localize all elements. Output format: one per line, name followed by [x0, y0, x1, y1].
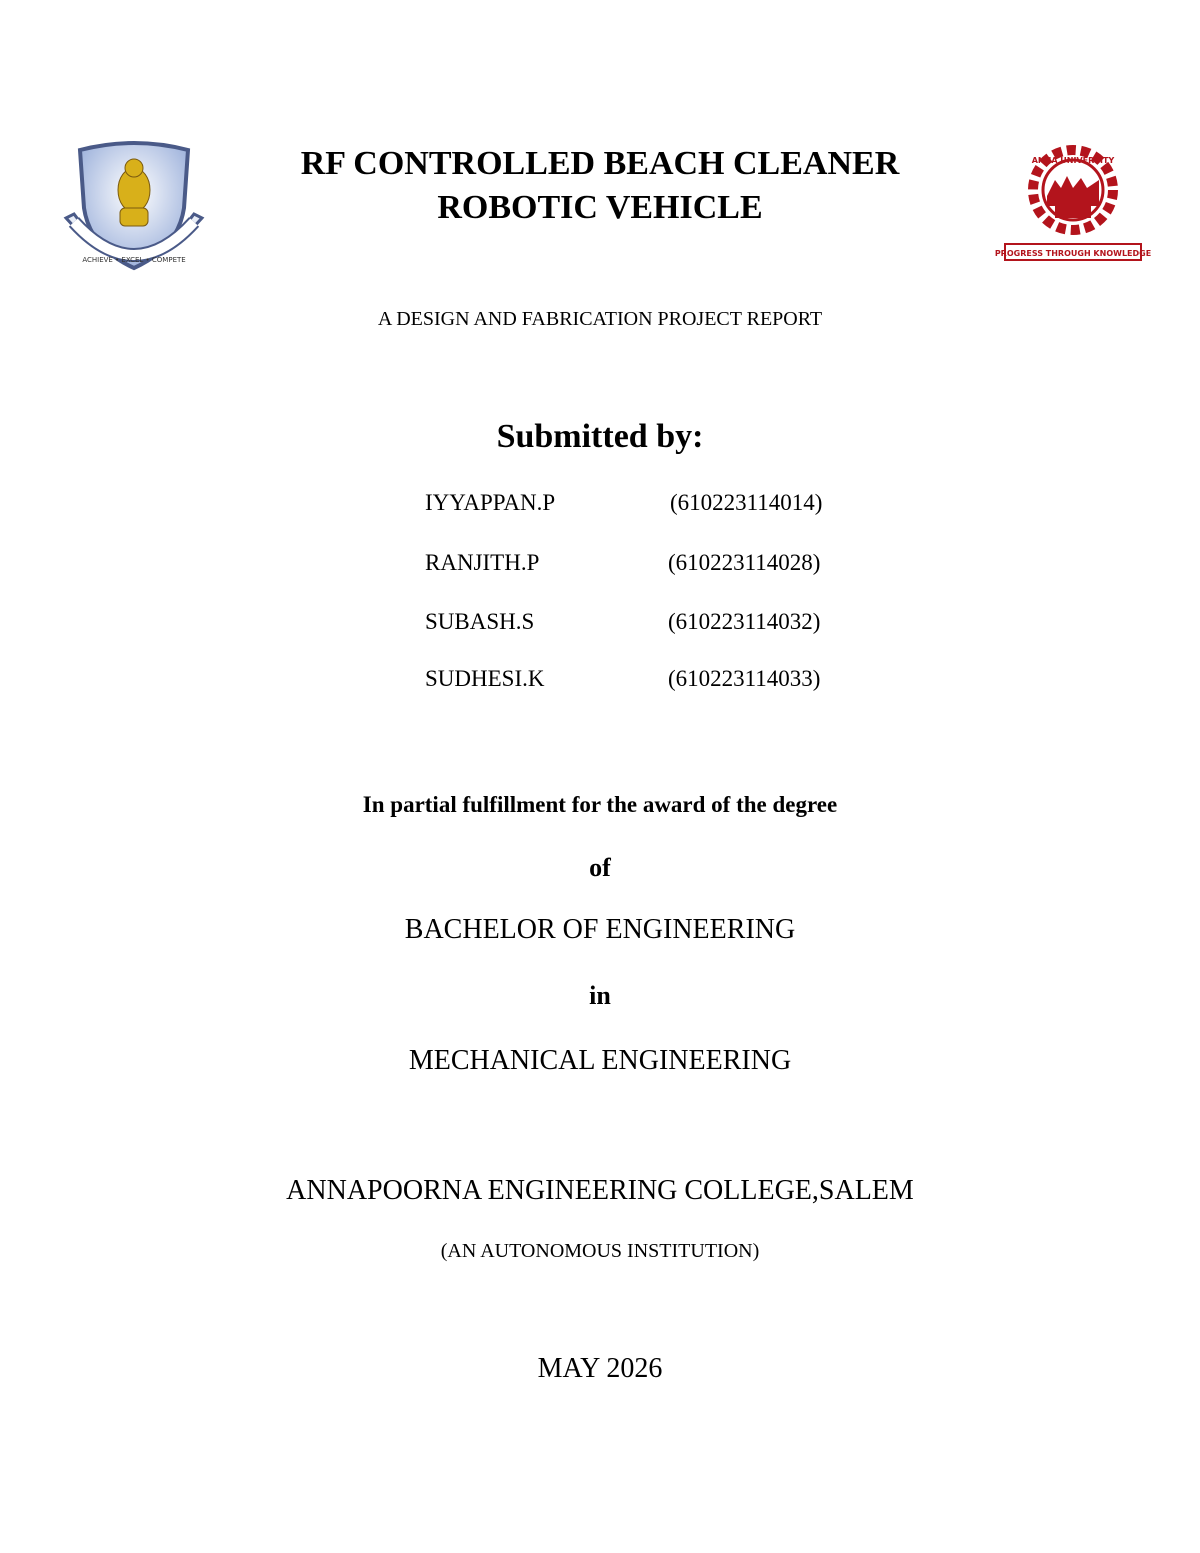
institution-name: ANNAPOORNA ENGINEERING COLLEGE,SALEM	[286, 1175, 914, 1206]
institution-status: (AN AUTONOMOUS INSTITUTION)	[440, 1240, 760, 1262]
student-row	[425, 550, 925, 580]
student-row	[425, 666, 925, 696]
student-row	[425, 609, 925, 639]
branch-name: MECHANICAL ENGINEERING	[408, 1045, 792, 1076]
student-register-number: (610223114032)	[668, 609, 821, 634]
report-type: A DESIGN AND FABRICATION PROJECT REPORT	[377, 308, 823, 330]
submission-date: MAY 2026	[537, 1353, 663, 1384]
student-row	[425, 490, 925, 520]
student-name: SUDHESI.K	[425, 666, 545, 691]
fulfillment-statement: In partial fulfillment for the award of the degree	[362, 792, 838, 817]
university-motto-text: PROGRESS THROUGH KNOWLEDGE	[994, 249, 1152, 258]
submitted-by-heading: Submitted by:	[496, 418, 704, 455]
in-text: in	[589, 981, 611, 1010]
project-title-line1: RF CONTROLLED BEACH CLEANER	[300, 145, 900, 182]
student-register-number: (610223114033)	[668, 666, 821, 691]
student-name: RANJITH.P	[425, 550, 540, 575]
college-motto-text: ACHIEVE • EXCEL • COMPETE	[82, 256, 186, 264]
of-text: of	[589, 853, 611, 882]
project-title-line2: ROBOTIC VEHICLE	[437, 189, 763, 226]
project-title	[0, 142, 1200, 230]
degree-name: BACHELOR OF ENGINEERING	[404, 914, 796, 945]
student-name: SUBASH.S	[425, 609, 535, 634]
student-register-number: (610223114028)	[668, 550, 821, 575]
student-name: IYYAPPAN.P	[425, 490, 556, 515]
university-ring-text: ANNA UNIVERSITY	[1031, 156, 1115, 165]
student-register-number: (610223114014)	[670, 490, 823, 515]
